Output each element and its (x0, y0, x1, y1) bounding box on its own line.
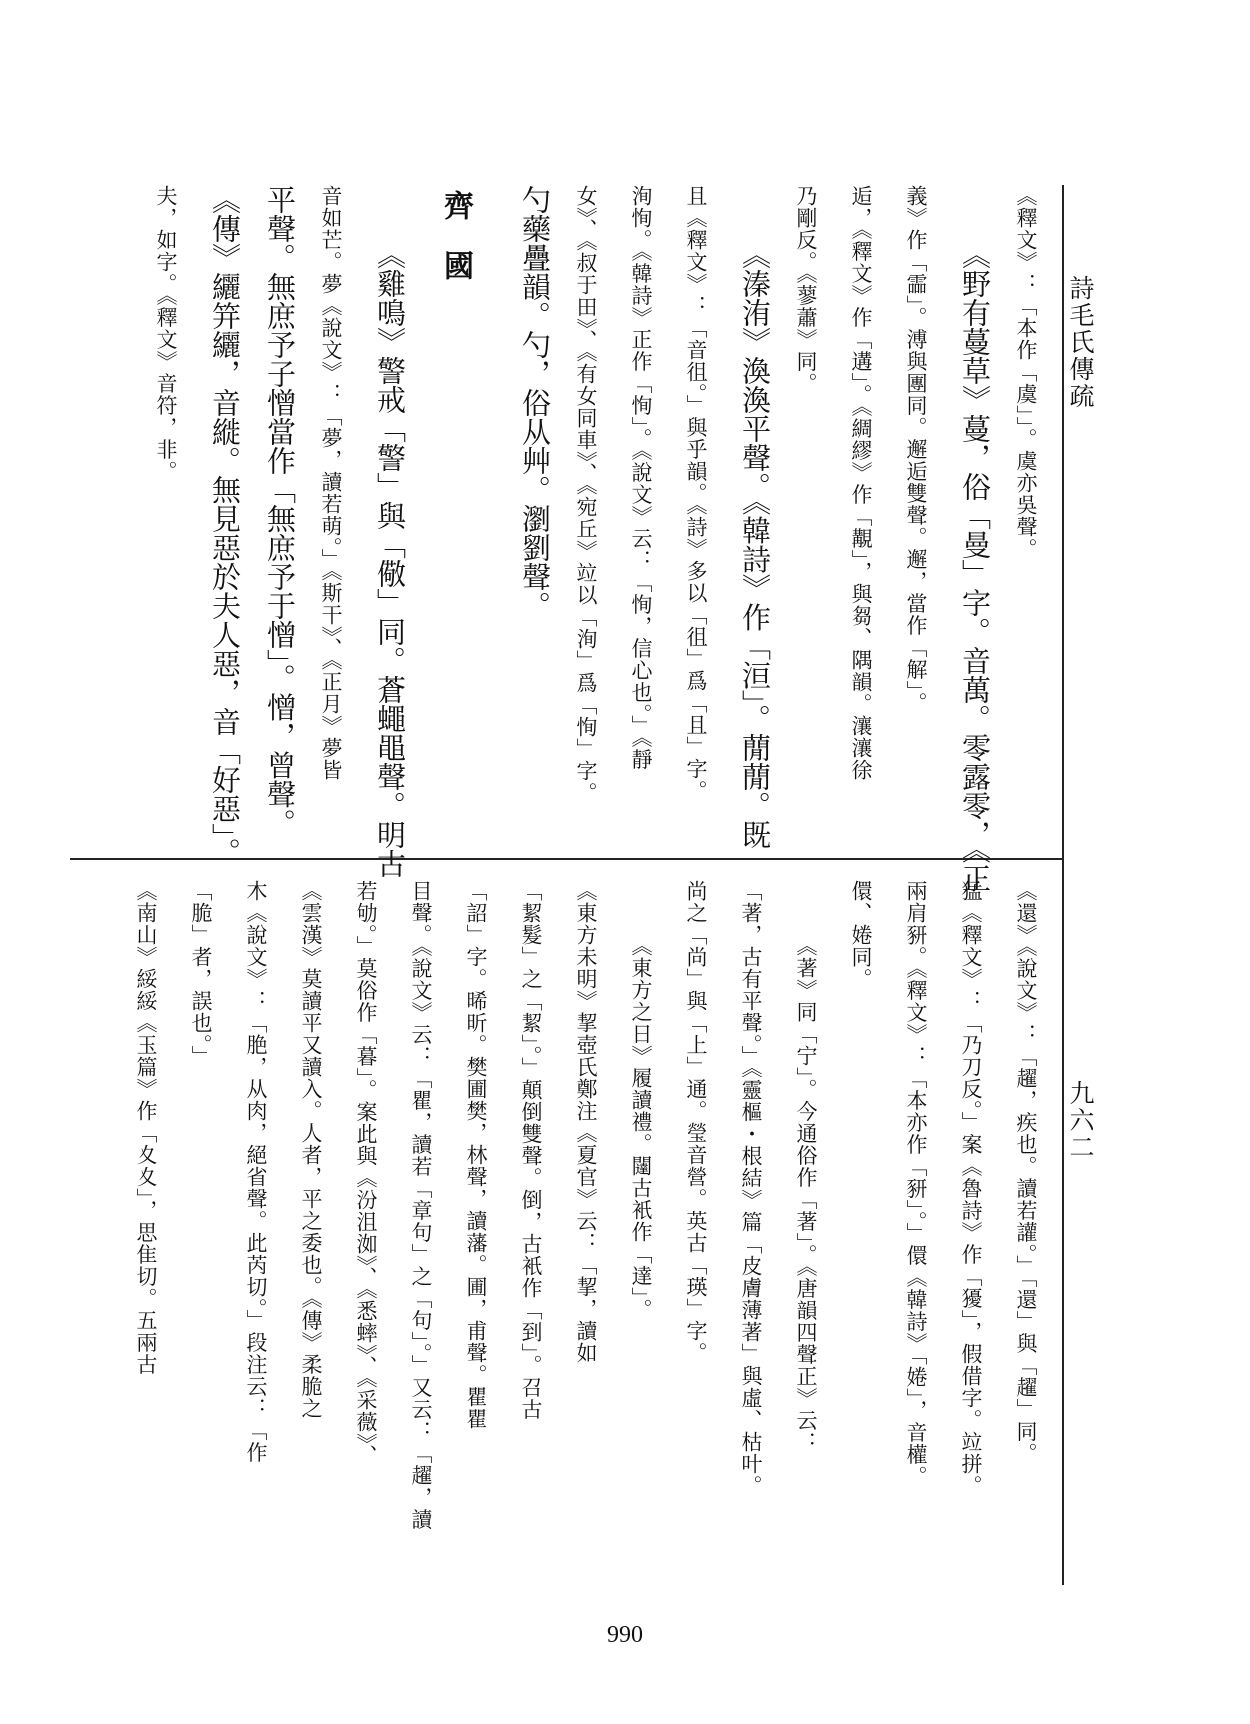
text-column: 《雲漢》莫讀平又讀入。人者，平之委也。《傳》柔脆之 (299, 880, 323, 1420)
text-column: 《著》同「宁」。今通俗作「著」。《唐韻四聲正》云： (794, 935, 818, 1454)
text-column: 音如芒。夢《說文》：「夢，讀若萌。」《斯干》、《正月》夢皆 (319, 185, 343, 781)
text-column: 《傳》纚笄纚，音縰。無見惡於夫人惡，音「好惡」。 (208, 185, 242, 867)
running-title: 詩毛氏傳疏 (1066, 275, 1095, 410)
text-column: 勺藥疊韻。勺，俗从艸。瀏劉聲。 (518, 185, 552, 620)
text-column: 逅，《釋文》作「遘」。《綢繆》作「覯」，與芻、隅韻。瀼瀼徐 (849, 185, 873, 781)
text-column: 《雞鳴》警戒「警」與「儆」同。蒼蠅黽聲。明古 (373, 240, 407, 878)
text-column: 《南山》綏綏《玉篇》作「夊夊」，思隹切。五兩古 (134, 880, 158, 1376)
section-heading: 齊國 (438, 190, 473, 310)
text-column: 《溱洧》渙渙平聲。《韓詩》作「洹」。蕑蕑。既 (738, 240, 772, 849)
text-column: 《東方未明》挈壺氏鄭注《夏官》云：「挈，讀如 (574, 880, 598, 1364)
text-column: 若劬。」莫俗作「暮」。案此與《汾沮洳》、《悉蟀》、《采薇》、 (354, 880, 378, 1467)
text-column: 木《說文》：「脃，从肉，絕省聲。此芮切。」段注云：「作 (244, 880, 268, 1464)
text-column: 儇、婘同。 (849, 880, 873, 990)
text-column: 洵恂。《韓詩》正作「恂」。《說文》云：「恂，信心也。」《靜 (629, 185, 653, 771)
text-column: 「詔」字。晞昕。樊圃樊，林聲，讀藩。圃，甫聲。瞿瞿 (464, 880, 488, 1430)
text-column: 「絜髮」之「絜」。」顛倒雙聲。倒，古衹作「到」。召古 (519, 880, 543, 1421)
header-rule (1062, 185, 1064, 1585)
text-column: 《野有蔓草》蔓，俗「曼」字。音萬。零露零，《正 (958, 240, 992, 893)
text-column: 《還》《說文》：「趯，疾也。讀若讙。」「還」與「趯」同。 (1014, 880, 1038, 1465)
text-column: 乃剛反。《蓼蕭》同。 (794, 185, 818, 395)
chinese-page-number: 九六二 (1066, 1080, 1095, 1161)
text-column: 兩肩豜。《釋文》：「本亦作「豜」。」儇《韓詩》「婘」，音權。 (904, 880, 928, 1488)
text-column: 《東方之日》履讀禮。闥古衹作「達」。 (629, 935, 653, 1321)
text-column: 「脆」者，誤也。」 (189, 880, 213, 1068)
text-column: 《釋文》：「本作「虞」」。虞亦吳聲。 (1014, 185, 1038, 560)
text-column: 目聲。《說文》云：「瞿，讀若「章句」之「句」。」又云：「趯，讀 (409, 880, 433, 1531)
text-column: 義》作「霝」。溥與團同。邂逅雙聲。邂，當作「解」。 (904, 185, 928, 714)
text-column: 尚之「尚」與「上」通。瑩音營。英古「瑛」字。 (684, 880, 708, 1364)
text-column: 且《釋文》：「音徂。」與乎韻。《詩》多以「徂」爲「且」字。 (684, 185, 708, 802)
text-column: 平聲。無庶予子憎當作「無庶予于憎」。憎，曾聲。 (263, 185, 297, 838)
text-column: 夫，如字。《釋文》音符，非。 (154, 185, 178, 483)
page-number: 990 (607, 1622, 643, 1648)
text-column: 女》、《叔于田》、《有女同車》、《宛丘》竝以「洵」爲「恂」字。 (574, 185, 598, 804)
text-column: 「著，古有平聲。」《靈樞・根結》篇「皮膚薄著」與虛、枯叶。 (739, 880, 763, 1497)
text-column: 猛《釋文》：「乃刀反。」案《魯詩》作「獶」，假借字。竝拼。 (959, 880, 983, 1497)
